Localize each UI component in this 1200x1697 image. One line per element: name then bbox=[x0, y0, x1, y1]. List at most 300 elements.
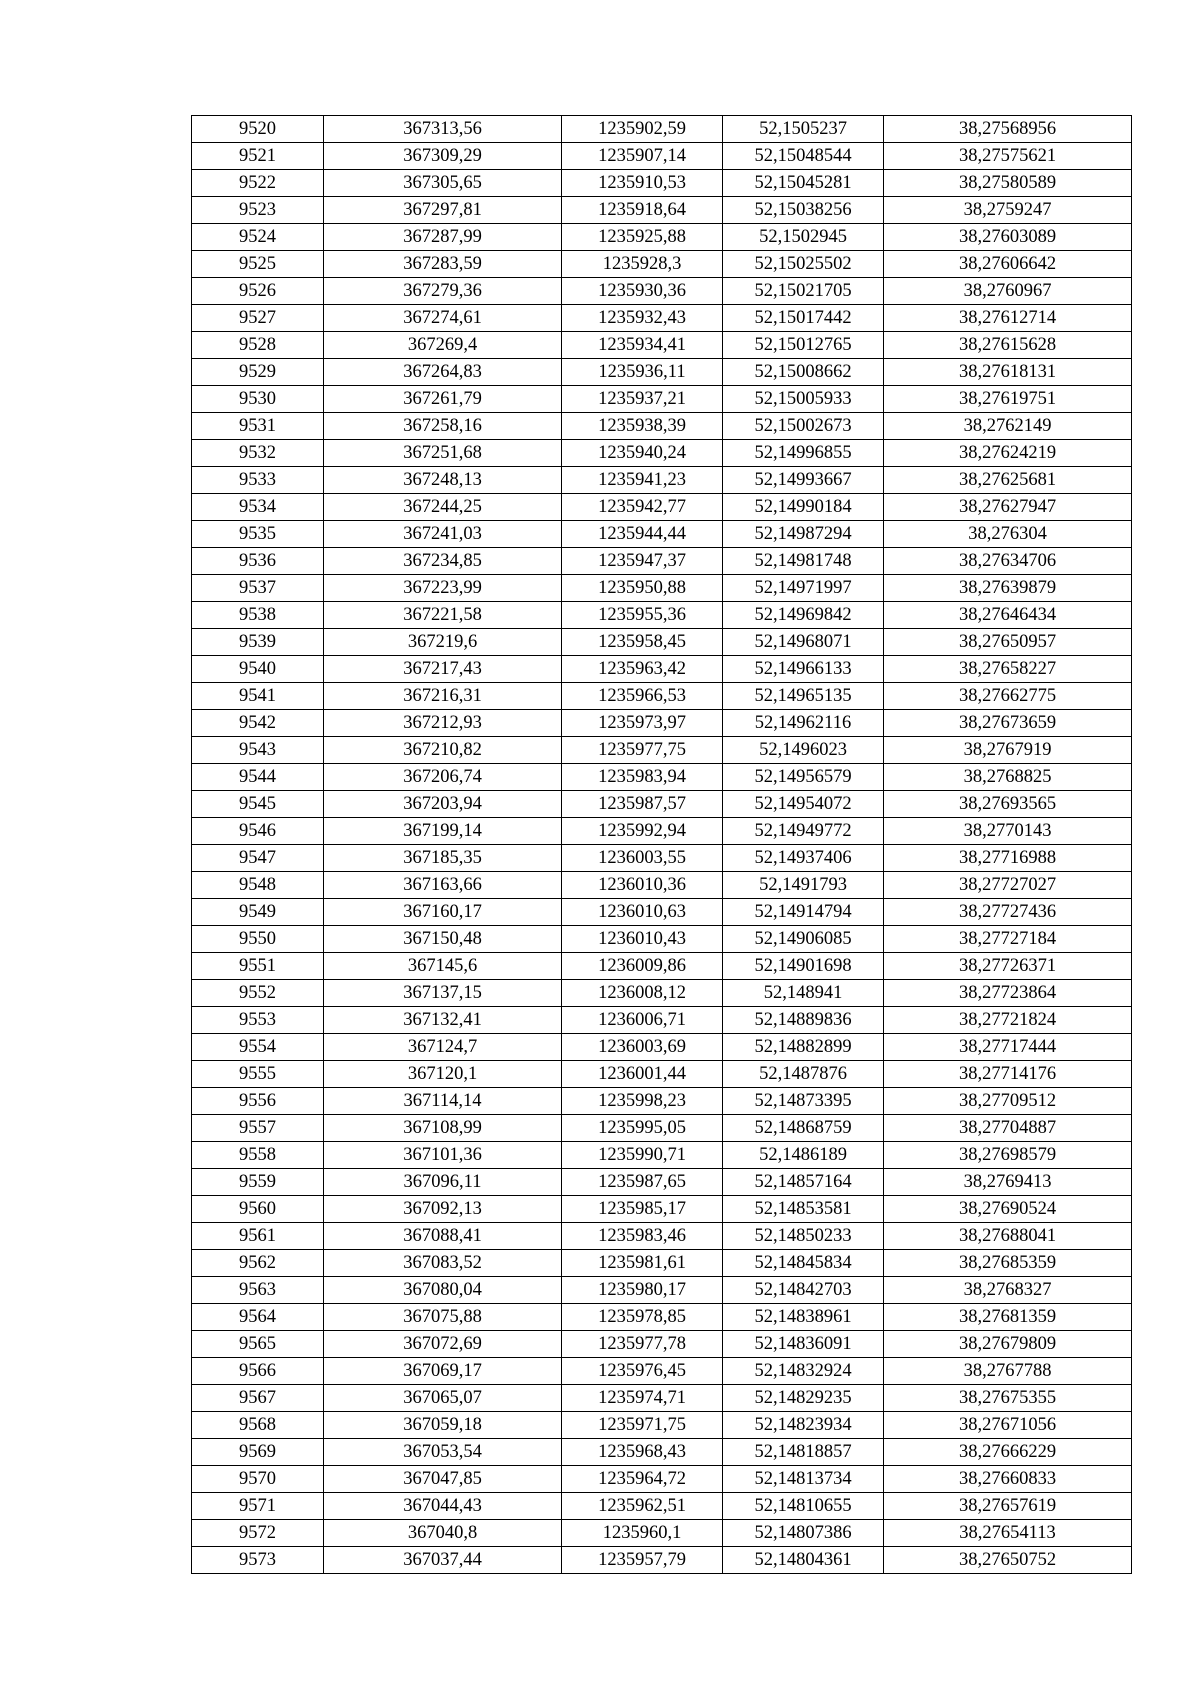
point-number-cell: 9562 bbox=[192, 1250, 324, 1277]
y-coordinate-cell: 1235978,85 bbox=[562, 1304, 723, 1331]
table-row bbox=[192, 143, 1132, 170]
table-row bbox=[192, 440, 1132, 467]
table-row bbox=[192, 926, 1132, 953]
longitude-cell: 38,27650957 bbox=[884, 629, 1132, 656]
x-coordinate-cell: 367206,74 bbox=[324, 764, 562, 791]
point-number-cell: 9530 bbox=[192, 386, 324, 413]
point-number-cell: 9549 bbox=[192, 899, 324, 926]
table-row bbox=[192, 386, 1132, 413]
y-coordinate-cell: 1236010,43 bbox=[562, 926, 723, 953]
x-coordinate-cell: 367108,99 bbox=[324, 1115, 562, 1142]
latitude-cell: 52,14832924 bbox=[723, 1358, 884, 1385]
y-coordinate-cell: 1235942,77 bbox=[562, 494, 723, 521]
latitude-cell: 52,14810655 bbox=[723, 1493, 884, 1520]
table-row bbox=[192, 710, 1132, 737]
latitude-cell: 52,14873395 bbox=[723, 1088, 884, 1115]
y-coordinate-cell: 1235918,64 bbox=[562, 197, 723, 224]
longitude-cell: 38,2767919 bbox=[884, 737, 1132, 764]
x-coordinate-cell: 367124,7 bbox=[324, 1034, 562, 1061]
latitude-cell: 52,1487876 bbox=[723, 1061, 884, 1088]
y-coordinate-cell: 1235968,43 bbox=[562, 1439, 723, 1466]
longitude-cell: 38,27606642 bbox=[884, 251, 1132, 278]
latitude-cell: 52,14813734 bbox=[723, 1466, 884, 1493]
longitude-cell: 38,2769413 bbox=[884, 1169, 1132, 1196]
latitude-cell: 52,14962116 bbox=[723, 710, 884, 737]
table-row bbox=[192, 602, 1132, 629]
y-coordinate-cell: 1235910,53 bbox=[562, 170, 723, 197]
x-coordinate-cell: 367040,8 bbox=[324, 1520, 562, 1547]
longitude-cell: 38,27662775 bbox=[884, 683, 1132, 710]
y-coordinate-cell: 1236003,69 bbox=[562, 1034, 723, 1061]
point-number-cell: 9524 bbox=[192, 224, 324, 251]
latitude-cell: 52,14836091 bbox=[723, 1331, 884, 1358]
latitude-cell: 52,15017442 bbox=[723, 305, 884, 332]
longitude-cell: 38,27657619 bbox=[884, 1493, 1132, 1520]
longitude-cell: 38,27575621 bbox=[884, 143, 1132, 170]
point-number-cell: 9548 bbox=[192, 872, 324, 899]
latitude-cell: 52,1491793 bbox=[723, 872, 884, 899]
longitude-cell: 38,2762149 bbox=[884, 413, 1132, 440]
point-number-cell: 9537 bbox=[192, 575, 324, 602]
table-row bbox=[192, 521, 1132, 548]
table-row bbox=[192, 1061, 1132, 1088]
y-coordinate-cell: 1235902,59 bbox=[562, 116, 723, 143]
longitude-cell: 38,27727027 bbox=[884, 872, 1132, 899]
point-number-cell: 9544 bbox=[192, 764, 324, 791]
longitude-cell: 38,27690524 bbox=[884, 1196, 1132, 1223]
y-coordinate-cell: 1236009,86 bbox=[562, 953, 723, 980]
y-coordinate-cell: 1235928,3 bbox=[562, 251, 723, 278]
table-row bbox=[192, 1412, 1132, 1439]
x-coordinate-cell: 367258,16 bbox=[324, 413, 562, 440]
table-row bbox=[192, 980, 1132, 1007]
table-row bbox=[192, 170, 1132, 197]
x-coordinate-cell: 367264,83 bbox=[324, 359, 562, 386]
latitude-cell: 52,14990184 bbox=[723, 494, 884, 521]
x-coordinate-cell: 367053,54 bbox=[324, 1439, 562, 1466]
y-coordinate-cell: 1235983,94 bbox=[562, 764, 723, 791]
x-coordinate-cell: 367283,59 bbox=[324, 251, 562, 278]
x-coordinate-cell: 367269,4 bbox=[324, 332, 562, 359]
x-coordinate-cell: 367065,07 bbox=[324, 1385, 562, 1412]
longitude-cell: 38,27568956 bbox=[884, 116, 1132, 143]
table-row bbox=[192, 251, 1132, 278]
point-number-cell: 9526 bbox=[192, 278, 324, 305]
table-row bbox=[192, 1196, 1132, 1223]
point-number-cell: 9567 bbox=[192, 1385, 324, 1412]
table-row bbox=[192, 305, 1132, 332]
longitude-cell: 38,27727436 bbox=[884, 899, 1132, 926]
longitude-cell: 38,27618131 bbox=[884, 359, 1132, 386]
y-coordinate-cell: 1235985,17 bbox=[562, 1196, 723, 1223]
x-coordinate-cell: 367279,36 bbox=[324, 278, 562, 305]
x-coordinate-cell: 367047,85 bbox=[324, 1466, 562, 1493]
point-number-cell: 9543 bbox=[192, 737, 324, 764]
longitude-cell: 38,27650752 bbox=[884, 1547, 1132, 1574]
x-coordinate-cell: 367088,41 bbox=[324, 1223, 562, 1250]
latitude-cell: 52,14956579 bbox=[723, 764, 884, 791]
x-coordinate-cell: 367212,93 bbox=[324, 710, 562, 737]
longitude-cell: 38,27685359 bbox=[884, 1250, 1132, 1277]
latitude-cell: 52,14954072 bbox=[723, 791, 884, 818]
table-row bbox=[192, 413, 1132, 440]
point-number-cell: 9555 bbox=[192, 1061, 324, 1088]
y-coordinate-cell: 1235966,53 bbox=[562, 683, 723, 710]
latitude-cell: 52,14966133 bbox=[723, 656, 884, 683]
y-coordinate-cell: 1235938,39 bbox=[562, 413, 723, 440]
y-coordinate-cell: 1235932,43 bbox=[562, 305, 723, 332]
longitude-cell: 38,2760967 bbox=[884, 278, 1132, 305]
point-number-cell: 9572 bbox=[192, 1520, 324, 1547]
longitude-cell: 38,27627947 bbox=[884, 494, 1132, 521]
point-number-cell: 9571 bbox=[192, 1493, 324, 1520]
table-row bbox=[192, 359, 1132, 386]
x-coordinate-cell: 367163,66 bbox=[324, 872, 562, 899]
y-coordinate-cell: 1235925,88 bbox=[562, 224, 723, 251]
longitude-cell: 38,27675355 bbox=[884, 1385, 1132, 1412]
y-coordinate-cell: 1235930,36 bbox=[562, 278, 723, 305]
y-coordinate-cell: 1235964,72 bbox=[562, 1466, 723, 1493]
latitude-cell: 52,1505237 bbox=[723, 116, 884, 143]
y-coordinate-cell: 1236001,44 bbox=[562, 1061, 723, 1088]
latitude-cell: 52,14914794 bbox=[723, 899, 884, 926]
latitude-cell: 52,15048544 bbox=[723, 143, 884, 170]
latitude-cell: 52,14829235 bbox=[723, 1385, 884, 1412]
x-coordinate-cell: 367241,03 bbox=[324, 521, 562, 548]
longitude-cell: 38,27615628 bbox=[884, 332, 1132, 359]
x-coordinate-cell: 367092,13 bbox=[324, 1196, 562, 1223]
latitude-cell: 52,14969842 bbox=[723, 602, 884, 629]
point-number-cell: 9566 bbox=[192, 1358, 324, 1385]
longitude-cell: 38,2770143 bbox=[884, 818, 1132, 845]
table-row bbox=[192, 1169, 1132, 1196]
x-coordinate-cell: 367114,14 bbox=[324, 1088, 562, 1115]
longitude-cell: 38,27619751 bbox=[884, 386, 1132, 413]
table-row bbox=[192, 818, 1132, 845]
latitude-cell: 52,14889836 bbox=[723, 1007, 884, 1034]
point-number-cell: 9551 bbox=[192, 953, 324, 980]
latitude-cell: 52,14842703 bbox=[723, 1277, 884, 1304]
latitude-cell: 52,14804361 bbox=[723, 1547, 884, 1574]
table-row bbox=[192, 467, 1132, 494]
longitude-cell: 38,27717444 bbox=[884, 1034, 1132, 1061]
table-row bbox=[192, 1223, 1132, 1250]
longitude-cell: 38,27612714 bbox=[884, 305, 1132, 332]
y-coordinate-cell: 1235944,44 bbox=[562, 521, 723, 548]
latitude-cell: 52,148941 bbox=[723, 980, 884, 1007]
latitude-cell: 52,14818857 bbox=[723, 1439, 884, 1466]
y-coordinate-cell: 1235973,97 bbox=[562, 710, 723, 737]
x-coordinate-cell: 367274,61 bbox=[324, 305, 562, 332]
point-number-cell: 9541 bbox=[192, 683, 324, 710]
y-coordinate-cell: 1235983,46 bbox=[562, 1223, 723, 1250]
x-coordinate-cell: 367251,68 bbox=[324, 440, 562, 467]
x-coordinate-cell: 367069,17 bbox=[324, 1358, 562, 1385]
table-row bbox=[192, 764, 1132, 791]
point-number-cell: 9545 bbox=[192, 791, 324, 818]
longitude-cell: 38,27673659 bbox=[884, 710, 1132, 737]
y-coordinate-cell: 1235995,05 bbox=[562, 1115, 723, 1142]
point-number-cell: 9522 bbox=[192, 170, 324, 197]
table-row bbox=[192, 116, 1132, 143]
latitude-cell: 52,1502945 bbox=[723, 224, 884, 251]
y-coordinate-cell: 1235907,14 bbox=[562, 143, 723, 170]
x-coordinate-cell: 367223,99 bbox=[324, 575, 562, 602]
point-number-cell: 9559 bbox=[192, 1169, 324, 1196]
x-coordinate-cell: 367072,69 bbox=[324, 1331, 562, 1358]
x-coordinate-cell: 367101,36 bbox=[324, 1142, 562, 1169]
latitude-cell: 52,14882899 bbox=[723, 1034, 884, 1061]
y-coordinate-cell: 1235960,1 bbox=[562, 1520, 723, 1547]
x-coordinate-cell: 367287,99 bbox=[324, 224, 562, 251]
table-row bbox=[192, 1142, 1132, 1169]
coordinates-table-body bbox=[192, 116, 1132, 1574]
y-coordinate-cell: 1235992,94 bbox=[562, 818, 723, 845]
x-coordinate-cell: 367080,04 bbox=[324, 1277, 562, 1304]
point-number-cell: 9540 bbox=[192, 656, 324, 683]
table-row bbox=[192, 1385, 1132, 1412]
point-number-cell: 9546 bbox=[192, 818, 324, 845]
latitude-cell: 52,14857164 bbox=[723, 1169, 884, 1196]
latitude-cell: 52,14949772 bbox=[723, 818, 884, 845]
latitude-cell: 52,14971997 bbox=[723, 575, 884, 602]
y-coordinate-cell: 1235940,24 bbox=[562, 440, 723, 467]
longitude-cell: 38,27603089 bbox=[884, 224, 1132, 251]
point-number-cell: 9527 bbox=[192, 305, 324, 332]
latitude-cell: 52,14996855 bbox=[723, 440, 884, 467]
y-coordinate-cell: 1235976,45 bbox=[562, 1358, 723, 1385]
point-number-cell: 9556 bbox=[192, 1088, 324, 1115]
point-number-cell: 9535 bbox=[192, 521, 324, 548]
table-row bbox=[192, 1115, 1132, 1142]
longitude-cell: 38,2767788 bbox=[884, 1358, 1132, 1385]
table-row bbox=[192, 332, 1132, 359]
y-coordinate-cell: 1235987,57 bbox=[562, 791, 723, 818]
longitude-cell: 38,27693565 bbox=[884, 791, 1132, 818]
point-number-cell: 9529 bbox=[192, 359, 324, 386]
x-coordinate-cell: 367120,1 bbox=[324, 1061, 562, 1088]
longitude-cell: 38,27681359 bbox=[884, 1304, 1132, 1331]
table-row bbox=[192, 1439, 1132, 1466]
x-coordinate-cell: 367137,15 bbox=[324, 980, 562, 1007]
x-coordinate-cell: 367221,58 bbox=[324, 602, 562, 629]
longitude-cell: 38,27721824 bbox=[884, 1007, 1132, 1034]
point-number-cell: 9523 bbox=[192, 197, 324, 224]
y-coordinate-cell: 1235981,61 bbox=[562, 1250, 723, 1277]
y-coordinate-cell: 1235963,42 bbox=[562, 656, 723, 683]
longitude-cell: 38,27679809 bbox=[884, 1331, 1132, 1358]
table-row bbox=[192, 1007, 1132, 1034]
table-row bbox=[192, 548, 1132, 575]
longitude-cell: 38,27714176 bbox=[884, 1061, 1132, 1088]
x-coordinate-cell: 367216,31 bbox=[324, 683, 562, 710]
table-row bbox=[192, 1088, 1132, 1115]
longitude-cell: 38,27727184 bbox=[884, 926, 1132, 953]
longitude-cell: 38,27723864 bbox=[884, 980, 1132, 1007]
latitude-cell: 52,15038256 bbox=[723, 197, 884, 224]
y-coordinate-cell: 1235962,51 bbox=[562, 1493, 723, 1520]
x-coordinate-cell: 367044,43 bbox=[324, 1493, 562, 1520]
point-number-cell: 9570 bbox=[192, 1466, 324, 1493]
table-row bbox=[192, 224, 1132, 251]
x-coordinate-cell: 367150,48 bbox=[324, 926, 562, 953]
x-coordinate-cell: 367261,79 bbox=[324, 386, 562, 413]
latitude-cell: 52,14937406 bbox=[723, 845, 884, 872]
longitude-cell: 38,27646434 bbox=[884, 602, 1132, 629]
longitude-cell: 38,2768825 bbox=[884, 764, 1132, 791]
point-number-cell: 9547 bbox=[192, 845, 324, 872]
latitude-cell: 52,14901698 bbox=[723, 953, 884, 980]
x-coordinate-cell: 367234,85 bbox=[324, 548, 562, 575]
latitude-cell: 52,15025502 bbox=[723, 251, 884, 278]
x-coordinate-cell: 367037,44 bbox=[324, 1547, 562, 1574]
point-number-cell: 9525 bbox=[192, 251, 324, 278]
latitude-cell: 52,15005933 bbox=[723, 386, 884, 413]
longitude-cell: 38,27726371 bbox=[884, 953, 1132, 980]
x-coordinate-cell: 367075,88 bbox=[324, 1304, 562, 1331]
x-coordinate-cell: 367309,29 bbox=[324, 143, 562, 170]
latitude-cell: 52,14981748 bbox=[723, 548, 884, 575]
latitude-cell: 52,14868759 bbox=[723, 1115, 884, 1142]
longitude-cell: 38,27580589 bbox=[884, 170, 1132, 197]
y-coordinate-cell: 1235990,71 bbox=[562, 1142, 723, 1169]
x-coordinate-cell: 367248,13 bbox=[324, 467, 562, 494]
y-coordinate-cell: 1235957,79 bbox=[562, 1547, 723, 1574]
y-coordinate-cell: 1235955,36 bbox=[562, 602, 723, 629]
latitude-cell: 52,14987294 bbox=[723, 521, 884, 548]
x-coordinate-cell: 367203,94 bbox=[324, 791, 562, 818]
table-row bbox=[192, 683, 1132, 710]
y-coordinate-cell: 1235934,41 bbox=[562, 332, 723, 359]
y-coordinate-cell: 1235947,37 bbox=[562, 548, 723, 575]
point-number-cell: 9532 bbox=[192, 440, 324, 467]
longitude-cell: 38,2768327 bbox=[884, 1277, 1132, 1304]
y-coordinate-cell: 1236003,55 bbox=[562, 845, 723, 872]
point-number-cell: 9565 bbox=[192, 1331, 324, 1358]
y-coordinate-cell: 1235987,65 bbox=[562, 1169, 723, 1196]
y-coordinate-cell: 1235971,75 bbox=[562, 1412, 723, 1439]
latitude-cell: 52,14823934 bbox=[723, 1412, 884, 1439]
x-coordinate-cell: 367305,65 bbox=[324, 170, 562, 197]
y-coordinate-cell: 1235980,17 bbox=[562, 1277, 723, 1304]
point-number-cell: 9568 bbox=[192, 1412, 324, 1439]
x-coordinate-cell: 367210,82 bbox=[324, 737, 562, 764]
x-coordinate-cell: 367217,43 bbox=[324, 656, 562, 683]
point-number-cell: 9550 bbox=[192, 926, 324, 953]
latitude-cell: 52,14838961 bbox=[723, 1304, 884, 1331]
x-coordinate-cell: 367297,81 bbox=[324, 197, 562, 224]
longitude-cell: 38,27666229 bbox=[884, 1439, 1132, 1466]
y-coordinate-cell: 1235950,88 bbox=[562, 575, 723, 602]
y-coordinate-cell: 1236010,36 bbox=[562, 872, 723, 899]
point-number-cell: 9561 bbox=[192, 1223, 324, 1250]
table-row bbox=[192, 1493, 1132, 1520]
y-coordinate-cell: 1235977,75 bbox=[562, 737, 723, 764]
x-coordinate-cell: 367185,35 bbox=[324, 845, 562, 872]
y-coordinate-cell: 1235998,23 bbox=[562, 1088, 723, 1115]
point-number-cell: 9536 bbox=[192, 548, 324, 575]
y-coordinate-cell: 1235977,78 bbox=[562, 1331, 723, 1358]
y-coordinate-cell: 1236006,71 bbox=[562, 1007, 723, 1034]
point-number-cell: 9557 bbox=[192, 1115, 324, 1142]
point-number-cell: 9534 bbox=[192, 494, 324, 521]
longitude-cell: 38,27698579 bbox=[884, 1142, 1132, 1169]
coordinates-table bbox=[191, 115, 1132, 1574]
x-coordinate-cell: 367132,41 bbox=[324, 1007, 562, 1034]
table-row bbox=[192, 899, 1132, 926]
table-row bbox=[192, 1034, 1132, 1061]
table-row bbox=[192, 656, 1132, 683]
latitude-cell: 52,14807386 bbox=[723, 1520, 884, 1547]
point-number-cell: 9564 bbox=[192, 1304, 324, 1331]
table-row bbox=[192, 1277, 1132, 1304]
x-coordinate-cell: 367219,6 bbox=[324, 629, 562, 656]
y-coordinate-cell: 1235941,23 bbox=[562, 467, 723, 494]
table-row bbox=[192, 1547, 1132, 1574]
point-number-cell: 9553 bbox=[192, 1007, 324, 1034]
longitude-cell: 38,276304 bbox=[884, 521, 1132, 548]
table-row bbox=[192, 872, 1132, 899]
table-row bbox=[192, 494, 1132, 521]
table-row bbox=[192, 1520, 1132, 1547]
latitude-cell: 52,15021705 bbox=[723, 278, 884, 305]
x-coordinate-cell: 367160,17 bbox=[324, 899, 562, 926]
longitude-cell: 38,2759247 bbox=[884, 197, 1132, 224]
latitude-cell: 52,1486189 bbox=[723, 1142, 884, 1169]
x-coordinate-cell: 367199,14 bbox=[324, 818, 562, 845]
table-row bbox=[192, 575, 1132, 602]
table-row bbox=[192, 953, 1132, 980]
point-number-cell: 9533 bbox=[192, 467, 324, 494]
latitude-cell: 52,14850233 bbox=[723, 1223, 884, 1250]
longitude-cell: 38,27639879 bbox=[884, 575, 1132, 602]
point-number-cell: 9573 bbox=[192, 1547, 324, 1574]
latitude-cell: 52,15008662 bbox=[723, 359, 884, 386]
table-row bbox=[192, 1466, 1132, 1493]
latitude-cell: 52,15045281 bbox=[723, 170, 884, 197]
x-coordinate-cell: 367096,11 bbox=[324, 1169, 562, 1196]
longitude-cell: 38,27671056 bbox=[884, 1412, 1132, 1439]
latitude-cell: 52,14993667 bbox=[723, 467, 884, 494]
point-number-cell: 9528 bbox=[192, 332, 324, 359]
point-number-cell: 9538 bbox=[192, 602, 324, 629]
longitude-cell: 38,27709512 bbox=[884, 1088, 1132, 1115]
table-row bbox=[192, 197, 1132, 224]
longitude-cell: 38,27660833 bbox=[884, 1466, 1132, 1493]
latitude-cell: 52,14853581 bbox=[723, 1196, 884, 1223]
point-number-cell: 9539 bbox=[192, 629, 324, 656]
point-number-cell: 9520 bbox=[192, 116, 324, 143]
table-row bbox=[192, 1358, 1132, 1385]
y-coordinate-cell: 1236010,63 bbox=[562, 899, 723, 926]
table-row bbox=[192, 845, 1132, 872]
point-number-cell: 9563 bbox=[192, 1277, 324, 1304]
latitude-cell: 52,1496023 bbox=[723, 737, 884, 764]
latitude-cell: 52,14968071 bbox=[723, 629, 884, 656]
x-coordinate-cell: 367145,6 bbox=[324, 953, 562, 980]
longitude-cell: 38,27624219 bbox=[884, 440, 1132, 467]
x-coordinate-cell: 367059,18 bbox=[324, 1412, 562, 1439]
longitude-cell: 38,27704887 bbox=[884, 1115, 1132, 1142]
y-coordinate-cell: 1235974,71 bbox=[562, 1385, 723, 1412]
table-row bbox=[192, 791, 1132, 818]
longitude-cell: 38,27634706 bbox=[884, 548, 1132, 575]
table-row bbox=[192, 278, 1132, 305]
latitude-cell: 52,14906085 bbox=[723, 926, 884, 953]
point-number-cell: 9542 bbox=[192, 710, 324, 737]
point-number-cell: 9521 bbox=[192, 143, 324, 170]
table-row bbox=[192, 1304, 1132, 1331]
